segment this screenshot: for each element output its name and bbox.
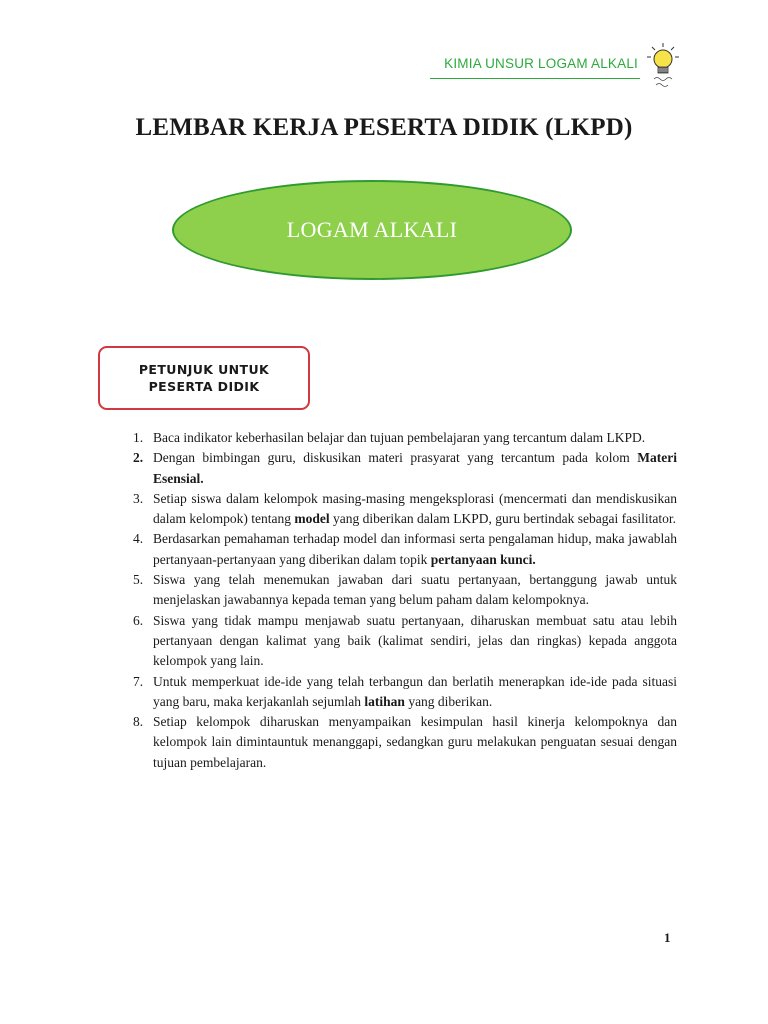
- instruction-item-7: [133, 672, 677, 713]
- instruction-number: 3.: [133, 490, 144, 506]
- topic-ellipse: [172, 180, 572, 280]
- instruction-item-5: [133, 570, 677, 611]
- header-subject: KIMIA UNSUR LOGAM ALKALI: [444, 56, 638, 71]
- instruction-number: 4.: [133, 531, 144, 547]
- instruction-number: 5.: [133, 572, 144, 588]
- instruction-number: 1.: [133, 430, 144, 445]
- instruction-list: [133, 428, 677, 773]
- guide-heading-line1: PETUNJUK UNTUK: [138, 362, 270, 377]
- instruction-text: Siswa yang telah menemukan jawaban dari suatu pertanyaan, bertanggung jawab untuk menjelaskan jawabannya kepada teman yang belum paham dalam kelompoknya.: [153, 572, 677, 608]
- instruction-number: 8.: [133, 714, 144, 730]
- instruction-text: yang diberikan dalam LKPD, guru bertindak sebagai fasilitator.: [329, 511, 676, 527]
- guide-heading-box: [98, 346, 310, 410]
- topic-label: LOGAM ALKALI: [286, 217, 458, 242]
- instruction-text: yang diberikan.: [404, 693, 493, 709]
- guide-heading-line2: PESERTA DIDIK: [148, 379, 260, 394]
- instruction-item-8: [133, 712, 677, 773]
- instruction-item-6: [133, 611, 677, 672]
- instruction-emphasis: pertanyaan kunci.: [430, 551, 536, 567]
- instruction-text: Dengan bimbingan guru, diskusikan materi prasyarat yang tercantum pada kolom: [153, 450, 638, 466]
- instruction-item-3: [133, 489, 677, 530]
- instruction-item-2: [133, 448, 677, 489]
- instruction-text: Baca indikator keberhasilan belajar dan tujuan pembelajaran yang tercantum dalam LKPD.: [153, 430, 646, 445]
- page-number: 1: [664, 930, 671, 945]
- instruction-item-4: [133, 529, 677, 570]
- instruction-text: Untuk memperkuat ide-ide yang telah terbangun dan berlatih menerapkan ide-ide pada situasi yang baru, maka kerjakanlah sejumlah: [153, 673, 677, 709]
- instruction-item-1: [133, 428, 677, 448]
- instruction-text: Setiap siswa dalam kelompok masing-masing mengeksplorasi (mencermati dan mendiskusikan dalam kelompok) tentang: [153, 490, 677, 527]
- instruction-emphasis: Materi Esensial.: [153, 450, 677, 486]
- instruction-text: Berdasarkan pemahaman terhadap model dan informasi serta pengalaman hidup, maka jawablah pertanyaan-pertanyaan yang diberikan dalam topik: [153, 531, 677, 567]
- instruction-number: 7.: [133, 673, 144, 689]
- header-divider: [430, 78, 640, 79]
- instruction-emphasis: model: [294, 511, 330, 527]
- instruction-number: 2.: [133, 450, 144, 466]
- page-title: LEMBAR KERJA PESERTA DIDIK (LKPD): [135, 114, 633, 141]
- instruction-emphasis: latihan: [364, 693, 405, 709]
- instruction-text: Setiap kelompok diharuskan menyampaikan kesimpulan hasil kinerja kelompoknya dan kelompok lain dimintauntuk menanggapi, sedangkan guru melakukan penguatan sesuai dengan tujuan pembelajaran.: [153, 714, 677, 770]
- instruction-number: 6.: [133, 612, 144, 628]
- lightbulb-icon: [646, 42, 680, 90]
- instruction-text: Siswa yang tidak mampu menjawab suatu pertanyaan, diharuskan membuat satu atau lebih pertanyaan dengan kalimat yang baik (kalimat sendiri, jelas dan ringkas) kepada anggota kelompok yang lain.: [153, 612, 677, 669]
